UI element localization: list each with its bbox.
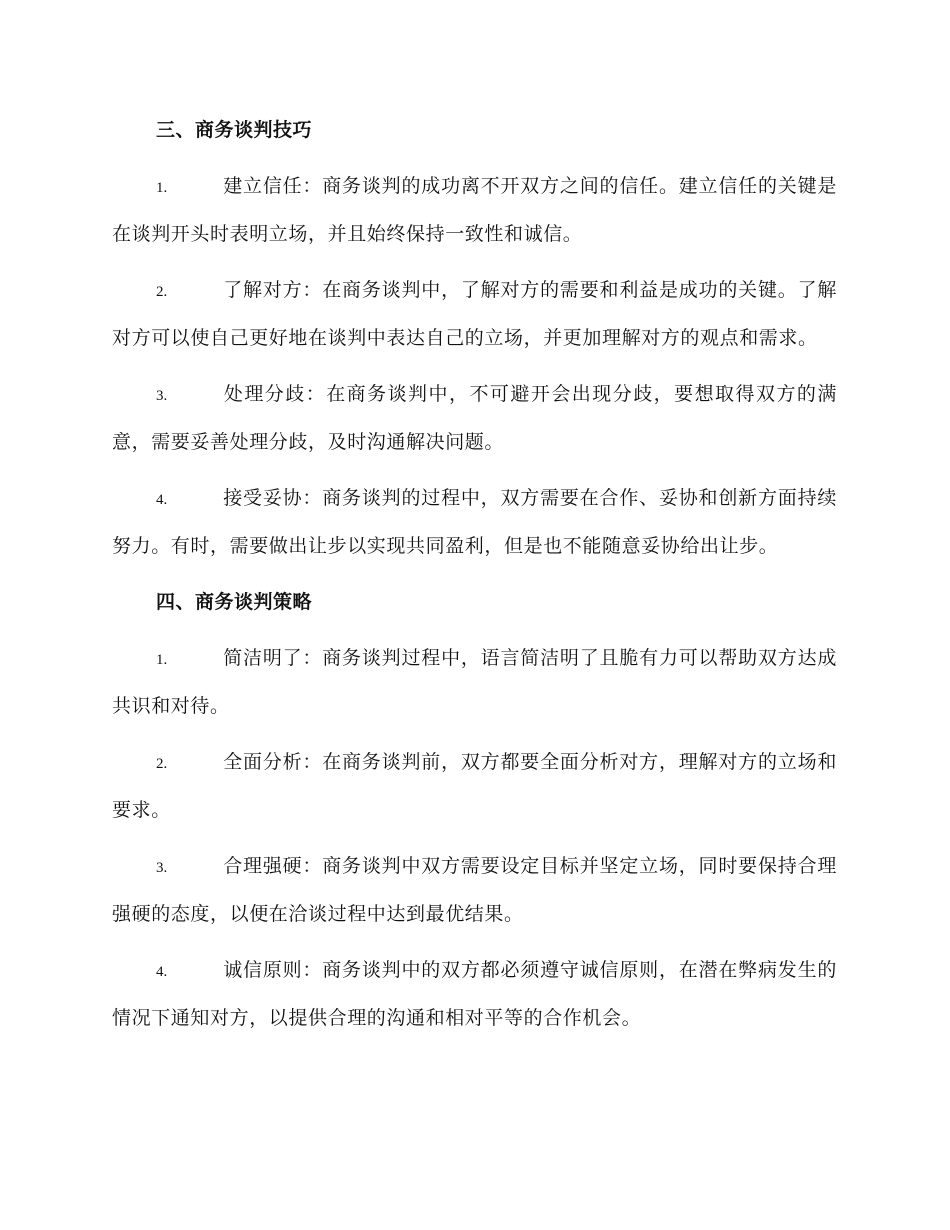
list-item	[112, 371, 837, 465]
list-item	[112, 739, 837, 833]
item-text: 诚信原则：商务谈判中的双方都必须遵守诚信原则，在潜在弊病发生的情况下通知对方，以提供合理的沟通和相对平等的合作机会。	[112, 959, 837, 1029]
item-text: 全面分析：在商务谈判前，双方都要全面分析对方，理解对方的立场和要求。	[112, 751, 837, 821]
item-number: 1.	[156, 652, 168, 668]
item-number: 2.	[156, 756, 168, 772]
list-item	[112, 635, 837, 729]
item-text: 合理强硬：商务谈判中双方需要设定目标并坚定立场，同时要保持合理强硬的态度，以便在洽谈过程中达到最优结果。	[112, 855, 837, 925]
section-heading-strategies: 四、商务谈判策略	[156, 591, 313, 613]
item-text: 了解对方：在商务谈判中，了解对方的需要和利益是成功的关键。了解对方可以使自己更好地在谈判中表达自己的立场，并更加理解对方的观点和需求。	[112, 279, 837, 349]
item-text: 简洁明了：商务谈判过程中，语言简洁明了且脆有力可以帮助双方达成共识和对待。	[112, 647, 837, 717]
item-number: 3.	[156, 860, 168, 876]
item-number: 2.	[156, 284, 168, 300]
item-text: 建立信任：商务谈判的成功离不开双方之间的信任。建立信任的关键是在谈判开头时表明立场，并且始终保持一致性和诚信。	[112, 175, 837, 245]
list-item	[112, 843, 837, 937]
item-number: 4.	[156, 964, 168, 980]
item-number: 1.	[156, 180, 168, 196]
list-item	[112, 163, 837, 257]
item-text: 处理分歧：在商务谈判中，不可避开会出现分歧，要想取得双方的满意，需要妥善处理分歧，及时沟通解决问题。	[112, 383, 837, 453]
document-body	[112, 107, 837, 1051]
list-item	[112, 947, 837, 1041]
list-item	[112, 475, 837, 569]
list-item	[112, 267, 837, 361]
item-number: 4.	[156, 492, 168, 508]
section-heading-techniques: 三、商务谈判技巧	[156, 119, 313, 141]
item-text: 接受妥协：商务谈判的过程中，双方需要在合作、妥协和创新方面持续努力。有时，需要做出让步以实现共同盈利，但是也不能随意妥协给出让步。	[112, 487, 837, 557]
item-number: 3.	[156, 388, 168, 404]
